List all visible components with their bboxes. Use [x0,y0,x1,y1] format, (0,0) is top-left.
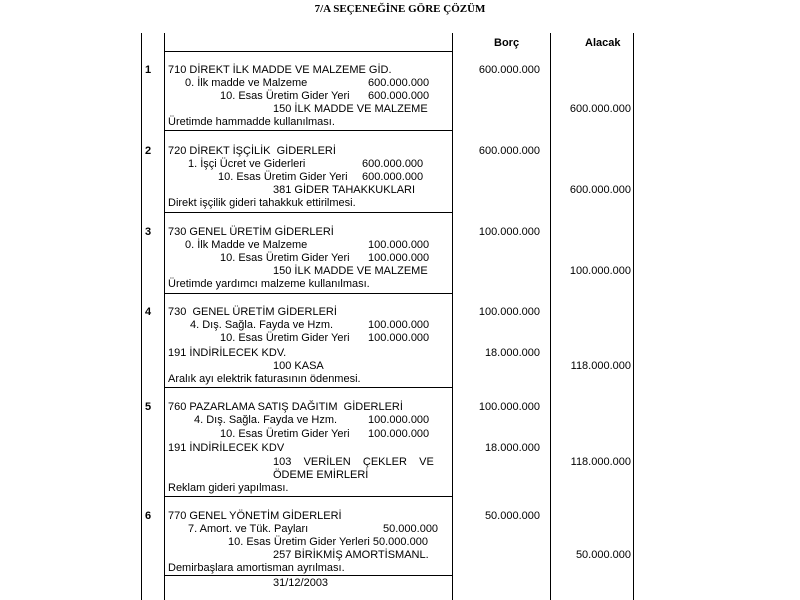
entry-alacak-amount: 118.000.000 [570,360,631,372]
entry-cost-amount: 100.000.000 [368,252,430,264]
column-divider-borc [452,33,453,600]
entry-sub-amount: 100.000.000 [368,414,430,426]
entry-account-credit: 100 KASA [273,360,324,372]
entry-sub-amount: 50.000.000 [383,523,439,535]
entry-alacak-amount: 100.000.000 [569,265,631,277]
entry-account-debit: 730 GENEL ÜRETİM GİDERLERİ [168,226,334,238]
entry-cost-center: 10. Esas Üretim Gider Yeri [220,332,350,344]
entry-vat-amount: 18.000.000 [484,347,540,359]
column-divider-no [164,33,165,600]
entry-number: 3 [145,226,152,238]
entry-number: 6 [145,510,152,522]
entry-cost-center: 10. Esas Üretim Gider Yeri [220,428,350,440]
entry-account-debit: 710 DİREKT İLK MADDE VE MALZEME GİD. [168,64,392,76]
entry-cost-center: 10. Esas Üretim Gider Yeri [220,90,350,102]
entry-vat-account: 191 İNDİRİLECEK KDV [168,442,285,454]
entry-sub-account: 1. İşçi Ücret ve Giderleri [188,158,306,170]
column-divider-alacak [550,33,551,600]
entry-description: Direkt işçilik gideri tahakkuk ettirilmesi. [168,197,356,209]
entry-separator [165,130,452,131]
entry-vat-amount: 18.000.000 [484,442,540,454]
entry-alacak-amount: 600.000.000 [569,184,631,196]
entry-cost-center: 10. Esas Üretim Gider Yeri [220,252,350,264]
entry-description: Demirbaşlara amortisman ayrılması. [168,562,345,574]
entry-borc-amount: 100.000.000 [478,226,540,238]
entry-account-credit-cont: ÖDEME EMİRLERİ [273,469,369,481]
entry-separator [165,496,452,497]
entry-number: 5 [145,401,152,413]
entry-number: 2 [145,145,152,157]
entry-alacak-amount: 600.000.000 [569,103,631,115]
entry-account-debit: 760 PAZARLAMA SATIŞ DAĞITIM GİDERLERİ [168,401,403,413]
entry-separator [165,212,452,213]
entry-cost-amount: 100.000.000 [368,332,430,344]
entry-sub-amount: 600.000.000 [362,158,424,170]
header-separator [165,51,452,52]
entry-cost-center: 10. Esas Üretim Gider Yerleri 50.000.000 [228,536,428,548]
entry-separator [165,575,452,576]
entry-sub-amount: 100.000.000 [368,239,430,251]
entry-cost-amount: 100.000.000 [368,428,430,440]
entry-separator [165,387,452,388]
entry-account-debit: 730 GENEL ÜRETİM GİDERLERİ [168,306,337,318]
entry-sub-account: 4. Dış. Sağla. Fayda ve Hzm. [194,414,338,426]
page-title: 7/A SEÇENEĞİNE GÖRE ÇÖZÜM [314,3,486,15]
entry-description: Üretimde hammadde kullanılması. [168,116,335,128]
table-border-left [141,33,142,600]
entry-cost-amount: 600.000.000 [362,171,424,183]
entry-alacak-amount: 50.000.000 [575,549,631,561]
entry-cost-center: 10. Esas Üretim Gider Yeri [218,171,348,183]
entry-account-credit: 381 GİDER TAHAKKUKLARI [273,184,416,196]
entry-cost-amount: 600.000.000 [368,90,430,102]
entry-description: Reklam gideri yapılması. [168,482,289,494]
entry-number: 1 [145,64,152,76]
entry-description: Aralık ayı elektrik faturasının ödenmesi. [168,373,361,385]
entry-number: 4 [145,306,152,318]
entry-sub-account: 4. Dış. Sağla. Fayda ve Hzm. [190,319,334,331]
entry-account-credit: 150 İLK MADDE VE MALZEME [273,103,428,115]
entry-account-debit: 770 GENEL YÖNETİM GİDERLERİ [168,510,342,522]
entry-borc-amount: 600.000.000 [478,64,540,76]
entry-borc-amount: 100.000.000 [478,401,540,413]
entry-vat-account: 191 İNDİRİLECEK KDV. [168,347,287,359]
entry-description: Üretimde yardımcı malzeme kullanılması. [168,278,370,290]
entry-sub-account: 0. İlk Madde ve Malzeme [185,239,308,251]
entry-alacak-amount: 118.000.000 [570,456,631,468]
entry-account-credit: 103 VERİLEN ÇEKLER VE [273,456,434,468]
header-alacak: Alacak [585,37,621,49]
entry-account-debit: 720 DİREKT İŞÇİLİK GİDERLERİ [168,145,336,157]
entry-borc-amount: 100.000.000 [478,306,540,318]
entry-sub-amount: 600.000.000 [368,77,430,89]
entry-sub-account: 7. Amort. ve Tük. Payları [188,523,309,535]
table-border-right [633,33,634,600]
entry-borc-amount: 50.000.000 [484,510,540,522]
entry-account-credit: 257 BİRİKMİŞ AMORTİSMANL. [273,549,429,561]
entry-borc-amount: 600.000.000 [478,145,540,157]
entry-account-credit: 150 İLK MADDE VE MALZEME [273,265,428,277]
entry-sub-account: 0. İlk madde ve Malzeme [185,77,308,89]
entry-sub-amount: 100.000.000 [368,319,430,331]
journal-date: 31/12/2003 [273,577,329,589]
entry-separator [165,293,452,294]
header-borc: Borç [494,37,520,49]
